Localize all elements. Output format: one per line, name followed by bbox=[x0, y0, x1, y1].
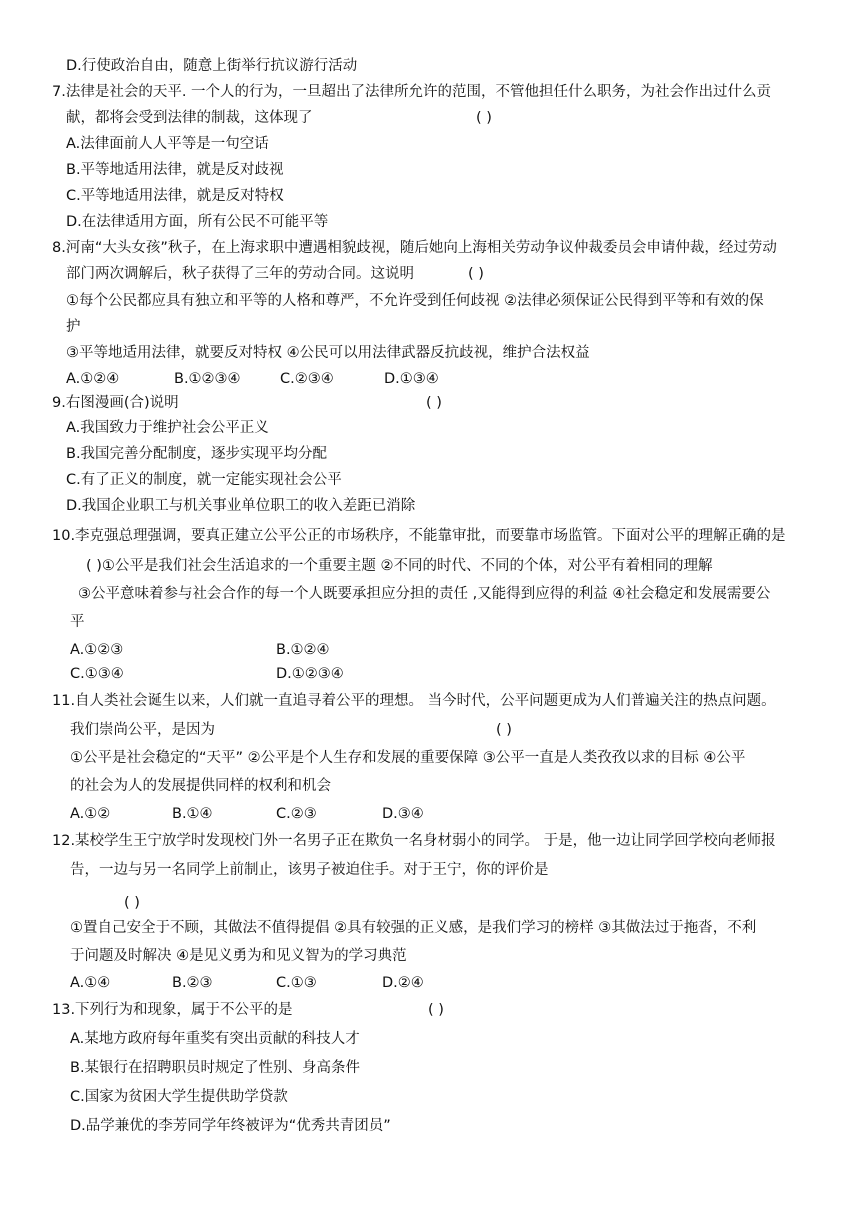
q13-option-d: D.品学兼优的李芳同学年终被评为“优秀共青团员” bbox=[70, 1118, 391, 1134]
q8-option-d: D.①③④ bbox=[384, 371, 439, 387]
q8-statement-line1: ①每个公民都应具有独立和平等的人格和尊严，不允许受到任何歧视 ②法律必须保证公民得到平等和有效的保 bbox=[66, 293, 764, 309]
q11-option-b: B.①④ bbox=[172, 806, 213, 822]
q7-option-a: A.法律面前人人平等是一句空话 bbox=[66, 136, 269, 152]
q11-stem-line2: 我们崇尚公平，是因为 bbox=[70, 722, 215, 738]
q10-stem-line1: 10.李克强总理强调，要真正建立公平公正的市场秩序，不能靠审批，而要靠市场监管。下面对公平的理解正确的是 bbox=[52, 528, 786, 544]
q11-stem-line1: 11.自人类社会诞生以来，人们就一直追寻着公平的理想。 当今时代，公平问题更成为人们普遍关注的热点问题。 bbox=[52, 693, 776, 709]
q9-option-d: D.我国企业职工与机关事业单位职工的收入差距已消除 bbox=[66, 498, 416, 514]
q10-option-c: C.①③④ bbox=[70, 666, 124, 682]
q6-option-d: D.行使政治自由，随意上街举行抗议游行活动 bbox=[66, 58, 358, 74]
q10-option-d: D.①②③④ bbox=[276, 666, 344, 682]
q8-option-a: A.①②④ bbox=[66, 371, 120, 387]
q8-stem-line2: 部门两次调解后，秋子获得了三年的劳动合同。这说明 bbox=[66, 266, 414, 282]
q11-statement-line1: ①公平是社会稳定的“天平” ②公平是个人生存和发展的重要保障 ③公平一直是人类孜孜以求的目标 ④公平 bbox=[70, 750, 746, 766]
q11-option-d: D.③④ bbox=[382, 806, 424, 822]
q7-option-c: C.平等地适用法律，就是反对特权 bbox=[66, 188, 284, 204]
q8-statement-line2: 护 bbox=[66, 319, 81, 335]
q12-option-a: A.①④ bbox=[70, 975, 111, 991]
q10-stem-line3: ③公平意味着参与社会合作的每一个人既要承担应分担的责任 ,又能得到应得的利益 ④社会稳定和发展需要公 bbox=[78, 586, 771, 602]
q11-option-c: C.②③ bbox=[276, 806, 317, 822]
q8-statement-line3: ③平等地适用法律，就要反对特权 ④公民可以用法律武器反抗歧视，维护合法权益 bbox=[66, 345, 590, 361]
q12-statement-line2: 于问题及时解决 ④是见义勇为和见义智为的学习典范 bbox=[70, 948, 407, 964]
q12-statement-line1: ①置自己安全于不顾，其做法不值得提倡 ②具有较强的正义感，是我们学习的榜样 ③其做法过于拖沓，不利 bbox=[70, 920, 757, 936]
q13-option-b: B.某银行在招聘职员时规定了性别、身高条件 bbox=[70, 1060, 361, 1076]
q9-option-a: A.我国致力于维护社会公平正义 bbox=[66, 420, 269, 436]
q13-option-c: C.国家为贫困大学生提供助学贷款 bbox=[70, 1089, 288, 1105]
q8-option-c: C.②③④ bbox=[280, 371, 334, 387]
q8-answer-paren: ( ) bbox=[468, 266, 484, 282]
q9-stem: 9.右图漫画(合)说明 bbox=[52, 395, 179, 411]
q12-answer-paren: ( ) bbox=[124, 895, 140, 911]
q13-answer-paren: ( ) bbox=[428, 1002, 444, 1018]
q11-answer-paren: ( ) bbox=[496, 722, 512, 738]
q12-stem-line2: 告，一边与另一名同学上前制止，该男子被迫住手。对于王宁，你的评价是 bbox=[70, 862, 549, 878]
q8-stem-line1: 8.河南“大头女孩”秋子，在上海求职中遭遇相貌歧视，随后她向上海相关劳动争议仲裁委员会申请仲裁，经过劳动 bbox=[52, 240, 777, 256]
q10-option-b: B.①②④ bbox=[276, 642, 330, 658]
q12-option-d: D.②④ bbox=[382, 975, 424, 991]
q9-option-c: C.有了正义的制度，就一定能实现社会公平 bbox=[66, 472, 342, 488]
q11-statement-line2: 的社会为人的发展提供同样的权利和机会 bbox=[70, 778, 331, 794]
q7-stem-line1: 7.法律是社会的天平. 一个人的行为，一旦超出了法律所允许的范围，不管他担任什么职务，为社会作出过什么贡 bbox=[52, 84, 772, 100]
q11-option-a: A.①② bbox=[70, 806, 111, 822]
q12-option-c: C.①③ bbox=[276, 975, 317, 991]
q13-option-a: A.某地方政府每年重奖有突出贡献的科技人才 bbox=[70, 1031, 360, 1047]
q8-option-b: B.①②③④ bbox=[174, 371, 241, 387]
q7-stem-line2: 献，都将会受到法律的制裁，这体现了 bbox=[66, 110, 313, 126]
q12-option-b: B.②③ bbox=[172, 975, 213, 991]
q9-answer-paren: ( ) bbox=[426, 395, 442, 411]
q13-stem: 13.下列行为和现象，属于不公平的是 bbox=[52, 1002, 293, 1018]
q10-stem-line2: ( )①公平是我们社会生活追求的一个重要主题 ②不同的时代、不同的个体，对公平有着相同的理解 bbox=[86, 558, 713, 574]
q7-option-d: D.在法律适用方面，所有公民不可能平等 bbox=[66, 214, 329, 230]
q7-option-b: B.平等地适用法律，就是反对歧视 bbox=[66, 162, 284, 178]
q10-stem-line4: 平 bbox=[70, 614, 85, 630]
q7-answer-paren: ( ) bbox=[476, 110, 492, 126]
q10-option-a: A.①②③ bbox=[70, 642, 124, 658]
q9-option-b: B.我国完善分配制度，逐步实现平均分配 bbox=[66, 446, 328, 462]
q12-stem-line1: 12.某校学生王宁放学时发现校门外一名男子正在欺负一名身材弱小的同学。 于是，他一边让同学回学校向老师报 bbox=[52, 833, 776, 849]
